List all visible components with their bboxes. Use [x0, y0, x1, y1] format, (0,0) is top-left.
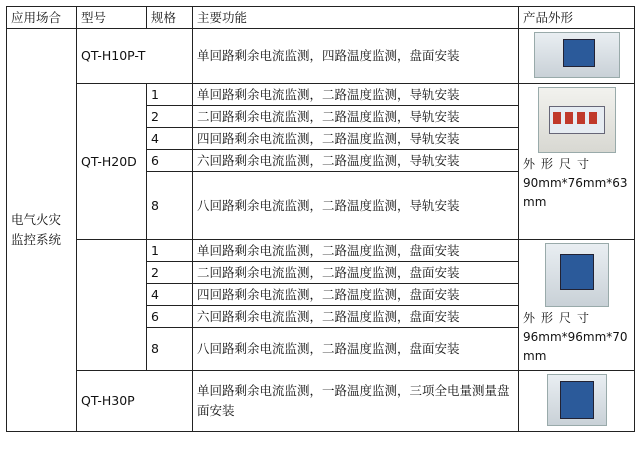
- function-cell: 四回路剩余电流监测，二路温度监测，导轨安装: [193, 128, 519, 150]
- function-cell: 单回路剩余电流监测，一路温度监测，三项全电量测量盘面安装: [193, 370, 519, 431]
- appearance-cell: [519, 84, 635, 240]
- spec-cell: 8: [147, 172, 193, 240]
- spec-cell: 1: [147, 240, 193, 262]
- panel-meter-photo: [547, 374, 607, 426]
- spec-cell: 6: [147, 150, 193, 172]
- function-cell: 二回路剩余电流监测，二路温度监测，盘面安装: [193, 262, 519, 284]
- din-rail-meter-photo: [538, 87, 616, 153]
- function-cell: 四回路剩余电流监测，二路温度监测，盘面安装: [193, 284, 519, 306]
- dimension-text: [523, 309, 630, 367]
- spec-cell: 2: [147, 262, 193, 284]
- function-cell: 六回路剩余电流监测，二路温度监测，导轨安装: [193, 150, 519, 172]
- spec-cell: 4: [147, 284, 193, 306]
- header-application: 应用场合: [7, 7, 77, 29]
- function-cell: 单回路剩余电流监测，二路温度监测，导轨安装: [193, 84, 519, 106]
- header-model: 型号: [77, 7, 147, 29]
- dimension-value: 90mm*76mm*63mm: [523, 176, 628, 210]
- appearance-cell: [519, 240, 635, 371]
- panel-meter-photo: [545, 243, 609, 307]
- table-row: [7, 29, 635, 84]
- table-row: [7, 370, 635, 431]
- application-cell: 电气火灾监控系统: [7, 29, 77, 432]
- header-spec: 规格: [147, 7, 193, 29]
- model-cell: QT-H20D: [77, 84, 147, 240]
- spec-cell: 8: [147, 328, 193, 370]
- spec-table: [6, 6, 635, 432]
- function-cell: 单回路剩余电流监测，二路温度监测，盘面安装: [193, 240, 519, 262]
- function-cell: 六回路剩余电流监测，二路温度监测，盘面安装: [193, 306, 519, 328]
- appearance-cell: [519, 29, 635, 84]
- dimension-text: [523, 155, 630, 213]
- model-cell: [77, 240, 147, 371]
- header-appearance: 产品外形: [519, 7, 635, 29]
- spec-cell: 4: [147, 128, 193, 150]
- appearance-cell: [519, 370, 635, 431]
- spec-cell: 1: [147, 84, 193, 106]
- dimension-label: 外形尺寸: [523, 157, 596, 171]
- function-cell: 八回路剩余电流监测，二路温度监测，导轨安装: [193, 172, 519, 240]
- dimension-value: 96mm*96mm*70mm: [523, 330, 628, 364]
- spec-cell: 2: [147, 106, 193, 128]
- dimension-label: 外形尺寸: [523, 311, 596, 325]
- header-row: [7, 7, 635, 29]
- function-cell: 八回路剩余电流监测，二路温度监测，盘面安装: [193, 328, 519, 370]
- header-function: 主要功能: [193, 7, 519, 29]
- panel-meter-photo: [534, 32, 620, 78]
- function-cell: 单回路剩余电流监测，四路温度监测，盘面安装: [193, 29, 519, 84]
- model-cell: QT-H30P: [77, 370, 193, 431]
- table-row: [7, 84, 635, 106]
- table-row: [7, 240, 635, 262]
- model-cell: QT-H10P-T: [77, 29, 193, 84]
- function-cell: 二回路剩余电流监测，二路温度监测，导轨安装: [193, 106, 519, 128]
- spec-cell: 6: [147, 306, 193, 328]
